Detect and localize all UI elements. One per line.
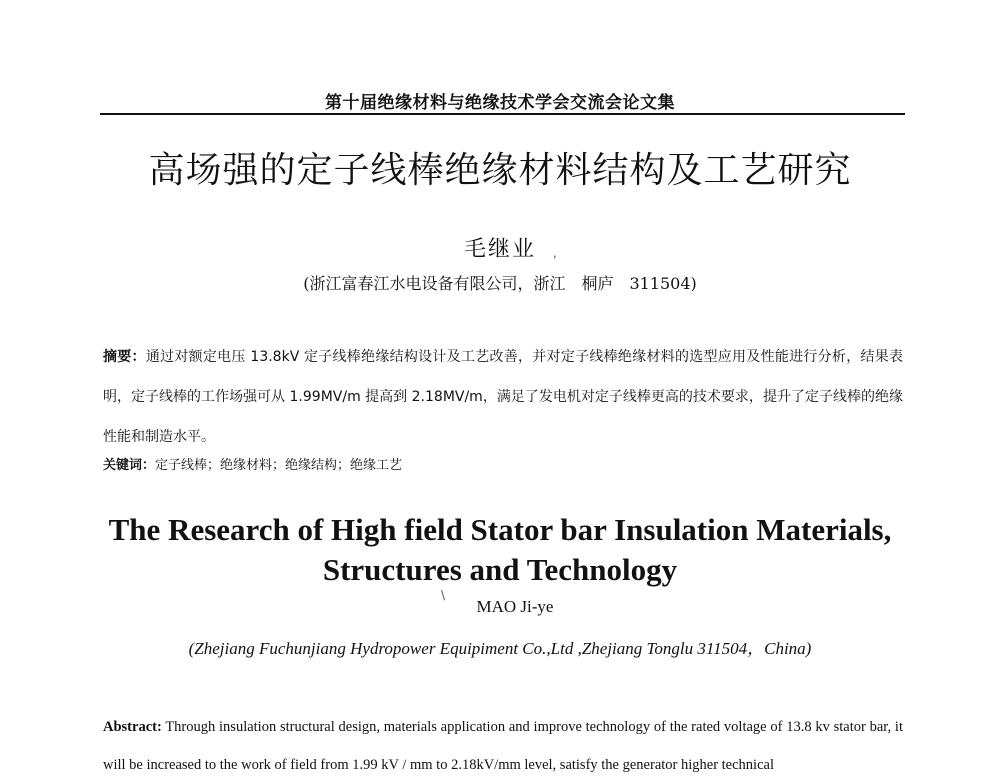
english-title-line1: The Research of High field Stator bar Insulation Materials, xyxy=(108,512,892,547)
chinese-keywords-label: 关键词： xyxy=(103,458,156,473)
chinese-affiliation: (浙江富春江水电设备有限公司，浙江 桐庐 311504) xyxy=(303,274,697,293)
chinese-keywords xyxy=(103,454,903,473)
english-title-line2: Structures and Technology xyxy=(322,552,678,587)
chinese-title: 高场强的定子线棒绝缘材料结构及工艺研究 xyxy=(148,150,852,191)
english-abstract-text: Through insulation structural design, materials application and improve technology of the rated voltage of 13.8 kv stator bar, it will be increased to the work of field from 1.99 kV / mm to 2.18kV/mm level, satisfy the generator higher technical xyxy=(103,719,903,773)
english-abstract xyxy=(103,708,903,784)
stray-mark: , xyxy=(553,246,557,260)
chinese-author: 毛继业 xyxy=(463,237,536,262)
english-author: MAO Ji-ye xyxy=(476,597,554,616)
english-affiliation: (Zhejiang Fuchunjiang Hydropower Equipiment Co.,Ltd ,Zhejiang Tonglu 311504，China) xyxy=(188,639,812,658)
english-title xyxy=(0,510,1000,590)
chinese-abstract xyxy=(103,337,903,457)
proceedings-header: 第十届绝缘材料与绝缘技术学会交流会论文集 xyxy=(325,93,675,113)
stray-mark: \ xyxy=(441,588,446,602)
chinese-abstract-label: 摘要： xyxy=(103,349,146,365)
chinese-abstract-text: 通过对额定电压 13.8kV 定子线棒绝缘结构设计及工艺改善，并对定子线棒绝缘材料的选型应用及性能进行分析，结果表明，定子线棒的工作场强可从 1.99MV/m 提高到 2.18MV/m，满足了发电机对定子线棒更高的技术要求，提升了定子线棒的绝缘性能和制造水平。 xyxy=(103,349,903,445)
chinese-keywords-text: 定子线棒；绝缘材料；绝缘结构；绝缘工艺 xyxy=(155,458,403,473)
header-rule xyxy=(100,113,905,115)
english-abstract-label: Abstract: xyxy=(103,719,162,735)
